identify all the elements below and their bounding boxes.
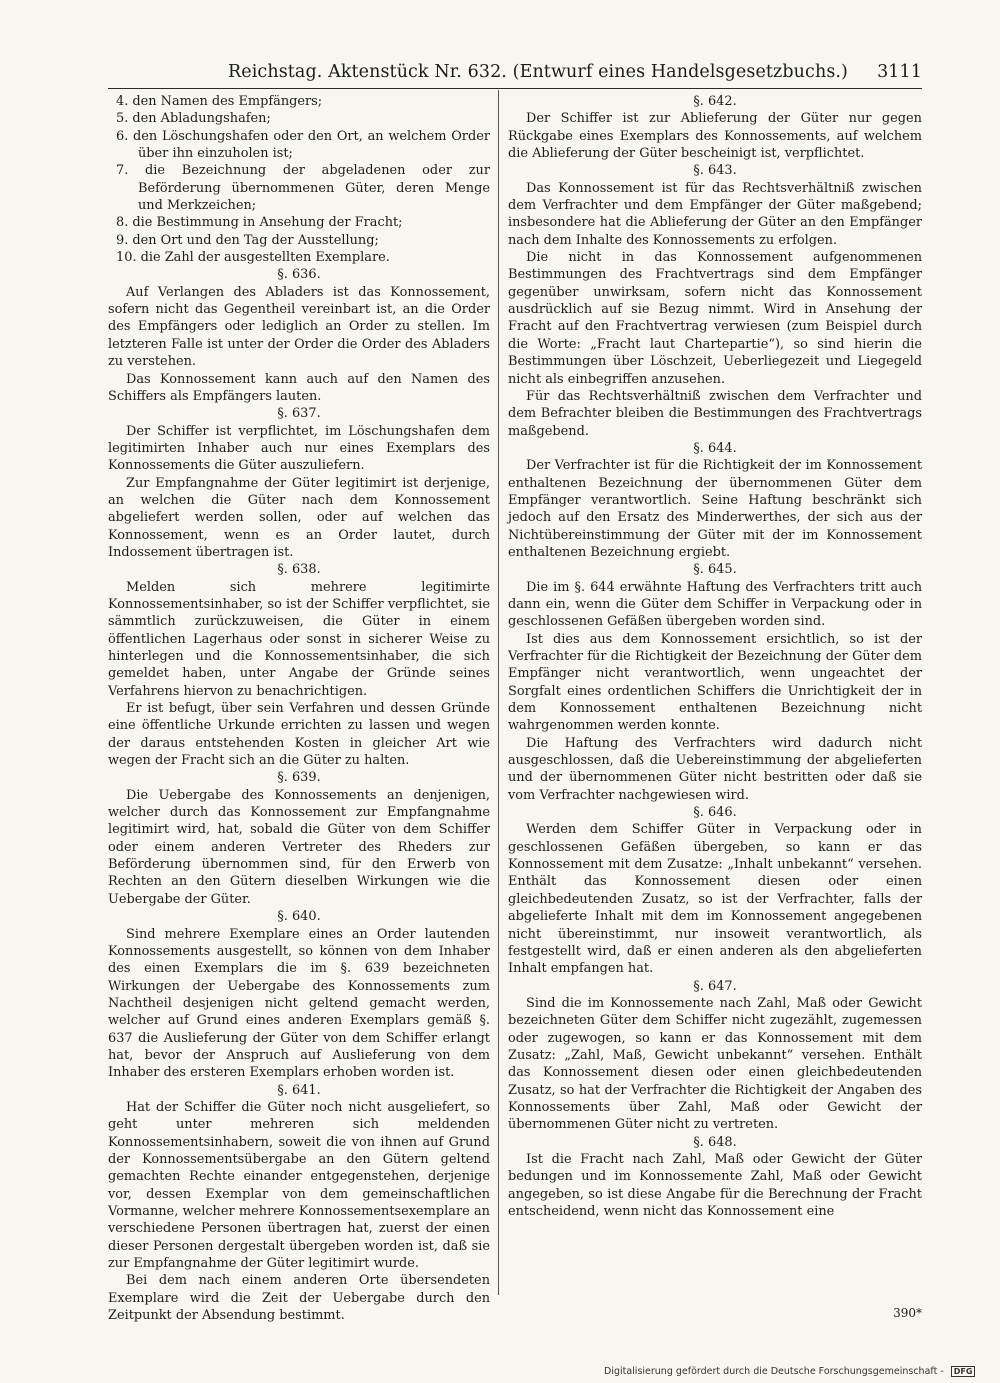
section-heading: §. 639. — [277, 770, 321, 786]
paragraph: Sind mehrere Exemplare eines an Order lautenden Konnossements ausgestellt, so können von dem Inhaber des einen Exemplars die im §. 639 bezeichneten Wirkungen der Uebergabe des Konnossements zum Nachtheil desjenigen nicht geltend gemacht werden, welcher auf Grund eines anderen Exemplars gemäß §. 637 die Auslieferung der Güter von dem Schiffer erlangt hat, bevor der Anspruch auf Auslieferung von dem Inhaber des ersteren Exemplars erhoben worden ist. — [108, 926, 490, 1081]
paragraph: Er ist befugt, über sein Verfahren und dessen Gründe eine öffentliche Urkunde errichten zu lassen und wegen der daraus entstehenden Kosten in gleicher Art wie wegen der Fracht sich an die Güter zu halten. — [108, 701, 490, 769]
paragraph: Das Konnossement ist für das Rechtsverhältniß zwischen dem Verfrachter und dem Empfänger der Güter maßgebend; insbesondere hat die Ablieferung der Güter an den Empfänger nach dem Inhalte des Konnossements zu erfolgen. — [508, 180, 922, 248]
paragraph: Melden sich mehrere legitimirte Konnossementsinhaber, so ist der Schiffer verpflichtet, sie sämmtlich zurückzuweisen, die Güter in einem öffentlichen Lagerhaus oder sonst in sicherer Weise zu hinterlegen und die Konnossementsinhaber, die sich gemeldet haben, unter Angabe der Gründe seines Verfahrens hiervon zu benachrichtigen. — [108, 579, 490, 699]
list-item: 4. den Namen des Empfängers; — [116, 94, 323, 109]
funding-credit — [604, 1366, 975, 1377]
list-item: 6. den Löschungshafen oder den Ort, an welchem Order über ihn einzuholen ist; — [116, 128, 490, 162]
paragraph: Bei dem nach einem anderen Orte übersendeten Exemplare wird die Zeit der Uebergabe durch den Zeitpunkt der Absendung bestimmt. — [108, 1273, 490, 1324]
column-divider — [498, 90, 499, 1295]
paragraph: Sind die im Konnossemente nach Zahl, Maß oder Gewicht bezeichneten Güter dem Schiffer nicht zugezählt, zugemessen oder zugewogen, so kann er das Konnossement mit dem Zusatz: „Zahl, Maß, Gewicht unbekannt“ versehen. Enthält das Konnossement diesen oder einen gleichbedeutenden Zusatz, so hat der Verfrachter die Richtigkeit der Angaben des Konnossements über Zahl, Maß oder Gewicht der übernommenen Güter nicht zu vertreten. — [508, 995, 922, 1133]
paragraph: Der Verfrachter ist für die Richtigkeit der im Konnossement enthaltenen Bezeichnung der übernommenen Güter dem Empfänger verantwortlich. Seine Haftung beschränkt sich jedoch auf den Ersatz des Minderwerthes, der sich aus der Nichtübereinstimmung der Güter mit der im Konnossement enthaltenen Bezeichnung ergiebt. — [508, 458, 922, 560]
section-heading: §. 637. — [277, 406, 321, 422]
section-heading: §. 645. — [693, 562, 737, 578]
paragraph: Der Schiffer ist verpflichtet, im Löschungshafen dem legitimirten Inhaber auch nur eines Exemplars des Konnossements die Güter auszuliefern. — [108, 423, 490, 474]
paragraph: Auf Verlangen des Abladers ist das Konnossement, sofern nicht das Gegentheil vereinbart ist, an die Order des Empfängers oder lediglich an Order zu stellen. Im letzteren Falle ist unter der Order die Order des Abladers zu verstehen. — [108, 284, 490, 370]
section-heading: §. 646. — [693, 805, 737, 821]
paragraph: Die nicht in das Konnossement aufgenommenen Bestimmungen des Frachtvertrags sind dem Empfänger gegenüber unwirksam, sofern nicht das Konnossement ausdrücklich auf sie Bezug nimmt. Wird in Ansehung der Fracht auf den Frachtvertrag verwiesen (zum Beispiel durch die Worte: „Fracht laut Chartepartie“), so sind hierin die Bestimmungen über Löschzeit, Ueberliegezeit und Liegegeld nicht als einbegriffen anzusehen. — [508, 250, 922, 387]
list-item: 9. den Ort und den Tag der Ausstellung; — [116, 232, 379, 248]
left-column — [108, 93, 490, 1324]
section-heading: §. 644. — [693, 440, 737, 456]
header-rule — [108, 88, 922, 89]
paragraph: Der Schiffer ist zur Ablieferung der Güter nur gegen Rückgabe eines Exemplars des Konnossements, auf welchem die Ablieferung der Güter bescheinigt ist, verpflichtet. — [508, 111, 922, 162]
right-column — [508, 93, 922, 1220]
page-header — [228, 62, 922, 86]
list-item: 7. die Bezeichnung der abgeladenen oder zur Beförderung übernommenen Güter, deren Menge und Merkzeichen; — [116, 163, 490, 214]
section-heading: §. 647. — [693, 978, 737, 994]
paragraph: Zur Empfangnahme der Güter legitimirt ist derjenige, an welchen die Güter nach dem Konnossement abgeliefert werden sollen, oder auf welchen das Konnossement, wenn es an Order lautet, durch Indossement übertragen ist. — [108, 475, 490, 560]
paragraph: Werden dem Schiffer Güter in Verpackung oder in geschlossenen Gefäßen übergeben, so kann er das Konnossement mit dem Zusatze: „Inhalt unbekannt“ versehen. Enthält das Konnossement diesen oder einen gleichbedeutenden Zusatz, so ist der Verfrachter, falls der abgelieferte Inhalt mit dem im Konnossement angegebenen nicht übereinstimmt, nur insoweit verantwortlich, als festgestellt wird, daß er einen anderen als den abgelieferten Inhalt empfangen hat. — [508, 822, 922, 977]
page-number: 3111 — [877, 62, 922, 82]
paragraph: Ist die Fracht nach Zahl, Maß oder Gewicht der Güter bedungen und im Konnossemente Zahl, Maß oder Gewicht angegeben, so ist diese Angabe für die Berechnung der Fracht entscheidend, wenn nicht das Konnossement eine — [508, 1151, 922, 1219]
paragraph: Ist dies aus dem Konnossement ersichtlich, so ist der Verfrachter für die Richtigkeit der Bezeichnung der Güter dem Empfänger nicht verantwortlich, wenn ungeachtet der Sorgfalt eines ordentlichen Schiffers die Unrichtigkeit der in dem Konnossement enthaltenen Bezeichnung nicht wahrgenommen werden konnte. — [508, 631, 922, 734]
section-heading: §. 638. — [277, 562, 321, 578]
paragraph: Für das Rechtsverhältniß zwischen dem Verfrachter und dem Befrachter bleiben die Bestimmungen des Frachtvertrags maßgebend. — [508, 388, 922, 439]
section-heading: §. 642. — [693, 94, 737, 109]
paragraph: Das Konnossement kann auch auf den Namen des Schiffers als Empfängers lauten. — [108, 371, 490, 404]
dfg-logo: DFG — [951, 1366, 976, 1377]
list-item: 8. die Bestimmung in Ansehung der Fracht; — [116, 215, 403, 231]
section-heading: §. 641. — [277, 1082, 321, 1098]
section-heading: §. 636. — [277, 267, 321, 283]
funding-credit-text: Digitalisierung gefördert durch die Deutsche Forschungsgemeinschaft - — [604, 1366, 944, 1377]
section-heading: §. 648. — [693, 1134, 737, 1150]
section-heading: §. 643. — [693, 163, 737, 179]
paragraph: Die im §. 644 erwähnte Haftung des Verfrachters tritt auch dann ein, wenn die Güter dem Schiffer in Verpackung oder in geschlossenen Gefäßen übergeben worden sind. — [508, 579, 922, 630]
paragraph: Die Haftung des Verfrachters wird dadurch nicht ausgeschlossen, daß die Uebereinstimmung der abgelieferten und der übernommenen Güter nicht bestritten oder daß sie vom Verfrachter nachgewiesen wird. — [508, 735, 922, 803]
paragraph: Die Uebergabe des Konnossements an denjenigen, welcher durch das Konnossement zur Empfangnahme legitimirt wird, hat, sobald die Güter von dem Schiffer oder einem anderen Vertreter des Rheders zur Beförderung übernommen sind, für den Erwerb von Rechten an den Gütern dieselben Wirkungen wie die Uebergabe der Güter. — [108, 787, 490, 907]
paragraph: Hat der Schiffer die Güter noch nicht ausgeliefert, so geht unter mehreren sich meldenden Konnossementsinhabern, soweit die von ihnen auf Grund der Konnossementsübergabe an den Gütern geltend gemachten Rechte einander entgegenstehen, derjenige vor, dessen Exemplar von dem gemeinschaftlichen Vormanne, welcher mehrere Konnossementsexemplare an verschiedene Personen übertragen hat, zuerst der einen dieser Personen dergestalt übergeben worden ist, daß sie zur Empfangnahme der Güter legitimirt wurde. — [108, 1099, 490, 1272]
list-item: 5. den Abladungshafen; — [116, 111, 271, 127]
section-heading: §. 640. — [277, 909, 321, 925]
header-title: Reichstag. Aktenstück Nr. 632. (Entwurf eines Handelsgesetzbuchs.) — [228, 62, 848, 82]
signature-mark: 390* — [893, 1306, 922, 1320]
list-item: 10. die Zahl der ausgestellten Exemplare. — [116, 250, 390, 266]
